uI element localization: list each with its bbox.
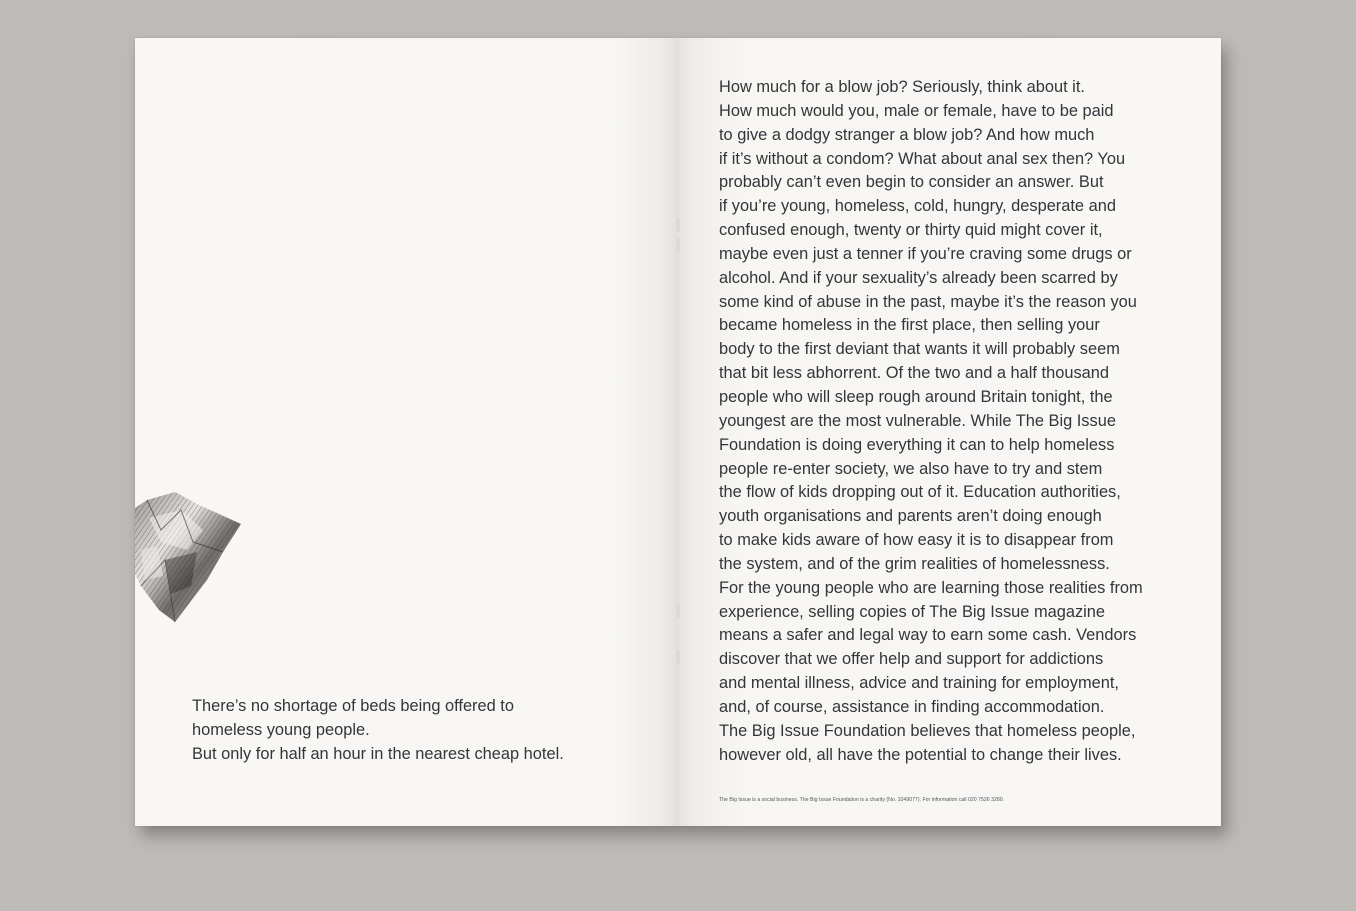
- binding-staple: [676, 218, 680, 232]
- body-line: means a safer and legal way to earn some cash. Vendors: [719, 626, 1137, 645]
- body-line: people who will sleep rough around Britain tonight, the: [719, 387, 1113, 406]
- right-page: [678, 38, 1221, 826]
- body-line: maybe even just a tenner if you’re craving some drugs or: [719, 244, 1132, 263]
- binding-staple: [676, 238, 680, 252]
- body-line: to give a dodgy stranger a blow job? And how much: [719, 125, 1095, 144]
- body-line: the flow of kids dropping out of it. Education authorities,: [719, 483, 1121, 502]
- body-line: the system, and of the grim realities of homelessness.: [719, 554, 1110, 573]
- body-line: that bit less abhorrent. Of the two and a half thousand: [719, 364, 1109, 383]
- magazine-spread: [135, 38, 1221, 826]
- body-line: however old, all have the potential to change their lives.: [719, 745, 1122, 764]
- left-caption: [192, 695, 632, 766]
- binding-staple: [676, 604, 680, 618]
- body-line: youth organisations and parents aren’t doing enough: [719, 507, 1102, 526]
- body-line: The Big Issue Foundation believes that homeless people,: [719, 721, 1136, 740]
- body-line: and mental illness, advice and training for employment,: [719, 674, 1119, 693]
- body-line: became homeless in the first place, then selling your: [719, 316, 1100, 335]
- caption-line: homeless young people.: [192, 720, 370, 739]
- body-line: Foundation is doing everything it can to help homeless: [719, 435, 1115, 454]
- body-line: to make kids aware of how easy it is to disappear from: [719, 531, 1114, 550]
- body-line: alcohol. And if your sexuality’s already been scarred by: [719, 268, 1118, 287]
- body-line: experience, selling copies of The Big Issue magazine: [719, 602, 1106, 621]
- body-line: confused enough, twenty or thirty quid might cover it,: [719, 221, 1103, 240]
- body-line: if you’re young, homeless, cold, hungry, desperate and: [719, 197, 1116, 216]
- body-line: if it’s without a condom? What about anal sex then? You: [719, 149, 1126, 168]
- body-line: youngest are the most vulnerable. While The Big Issue: [719, 411, 1116, 430]
- body-copy: [719, 76, 1189, 767]
- body-line: body to the first deviant that wants it will probably seem: [719, 340, 1120, 359]
- body-line: How much would you, male or female, have to be paid: [719, 101, 1114, 120]
- body-line: probably can’t even begin to consider an answer. But: [719, 173, 1104, 192]
- footnote: The Big Issue is a social business. The Big Issue Foundation is a charity (No. 1049077). For information call 020 7526 3280.: [719, 797, 1005, 803]
- body-line: people re-enter society, we also have to try and stem: [719, 459, 1103, 478]
- binding-staple: [676, 650, 680, 664]
- body-line: For the young people who are learning those realities from: [719, 578, 1143, 597]
- left-page: [135, 38, 678, 826]
- body-line: discover that we offer help and support for addictions: [719, 650, 1104, 669]
- body-line: and, of course, assistance in finding accommodation.: [719, 697, 1105, 716]
- body-line: How much for a blow job? Seriously, think about it.: [719, 78, 1085, 96]
- caption-line: There’s no shortage of beds being offered to: [192, 697, 514, 715]
- body-line: some kind of abuse in the past, maybe it’s the reason you: [719, 292, 1137, 311]
- caption-line: But only for half an hour in the nearest cheap hotel.: [192, 744, 564, 763]
- crumpled-wrapper-illustration: [135, 490, 245, 624]
